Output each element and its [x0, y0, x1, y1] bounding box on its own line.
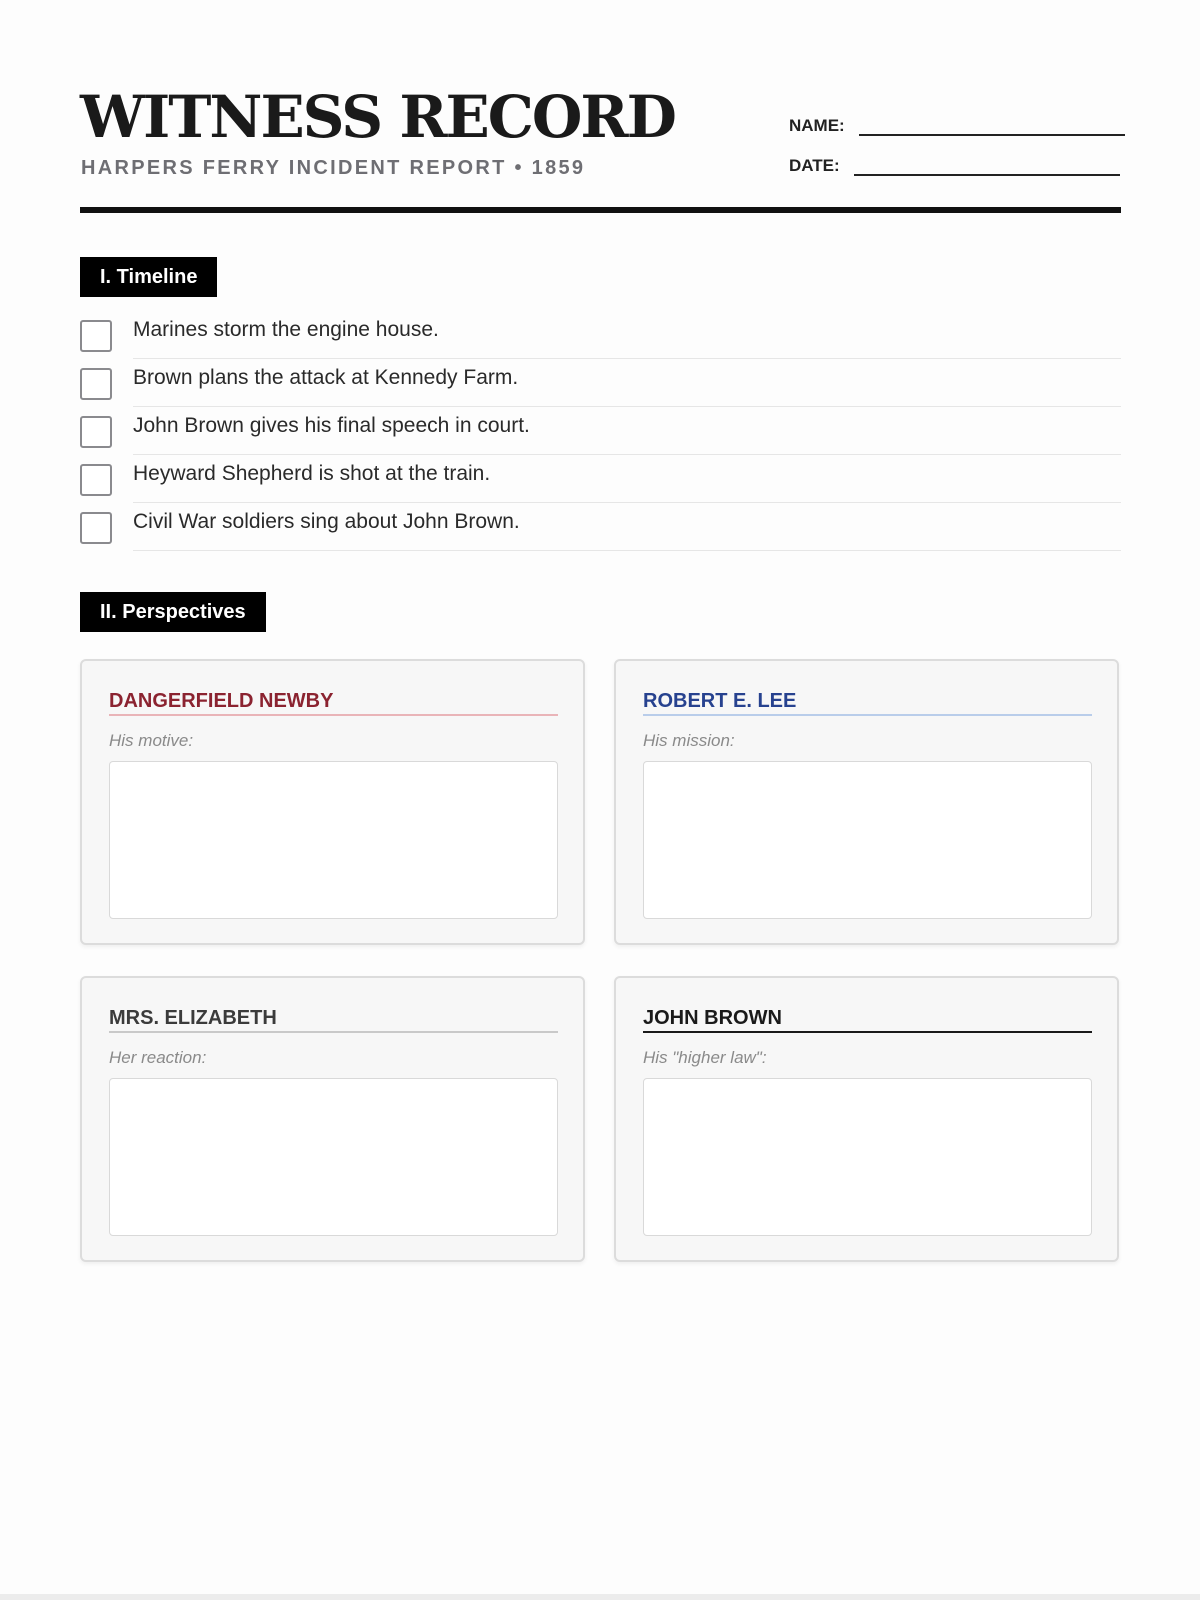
timeline-item: [80, 315, 1121, 363]
card-prompt: His motive:: [109, 731, 194, 750]
answer-box[interactable]: [109, 761, 558, 919]
timeline-checkbox[interactable]: [80, 416, 112, 448]
perspective-card-newby: [80, 659, 585, 945]
name-field[interactable]: [859, 116, 1125, 136]
answer-box[interactable]: [643, 761, 1092, 919]
timeline-item-text: Brown plans the attack at Kennedy Farm.: [133, 363, 1121, 407]
perspective-card-elizabeth: [80, 976, 585, 1262]
answer-box[interactable]: [643, 1078, 1092, 1236]
perspective-card-lee: [614, 659, 1119, 945]
card-prompt: His mission:: [643, 731, 735, 750]
card-prompt: His "higher law":: [643, 1048, 767, 1067]
timeline-item: [80, 507, 1121, 555]
date-label: DATE:: [789, 156, 840, 175]
card-prompt: Her reaction:: [109, 1048, 207, 1067]
timeline-checkbox[interactable]: [80, 320, 112, 352]
timeline-item: [80, 411, 1121, 459]
timeline-item-text: Marines storm the engine house.: [133, 315, 1121, 359]
header-divider: [80, 207, 1121, 213]
date-field[interactable]: [854, 156, 1120, 176]
date-field-row: [789, 156, 1120, 176]
timeline-heading: I. Timeline: [80, 257, 217, 297]
name-label: NAME:: [789, 116, 845, 135]
page-bottom-edge: [0, 1594, 1200, 1600]
timeline-checkbox[interactable]: [80, 512, 112, 544]
perspectives-heading: II. Perspectives: [80, 592, 266, 632]
timeline-item: [80, 363, 1121, 411]
timeline-item-text: John Brown gives his final speech in court.: [133, 411, 1121, 455]
timeline-item-text: Heyward Shepherd is shot at the train.: [133, 459, 1121, 503]
timeline-list: [80, 315, 1121, 555]
timeline-item-text: Civil War soldiers sing about John Brown.: [133, 507, 1121, 551]
answer-box[interactable]: [109, 1078, 558, 1236]
card-name: JOHN BROWN: [643, 1006, 1092, 1033]
card-name: DANGERFIELD NEWBY: [109, 689, 558, 716]
name-field-row: [789, 116, 1125, 136]
card-name: ROBERT E. LEE: [643, 689, 1092, 716]
card-name: MRS. ELIZABETH: [109, 1006, 558, 1033]
timeline-checkbox[interactable]: [80, 464, 112, 496]
page-subtitle: HARPERS FERRY INCIDENT REPORT • 1859: [81, 157, 586, 179]
page-title: WITNESS RECORD: [80, 83, 675, 151]
timeline-checkbox[interactable]: [80, 368, 112, 400]
perspective-card-brown: [614, 976, 1119, 1262]
timeline-item: [80, 459, 1121, 507]
